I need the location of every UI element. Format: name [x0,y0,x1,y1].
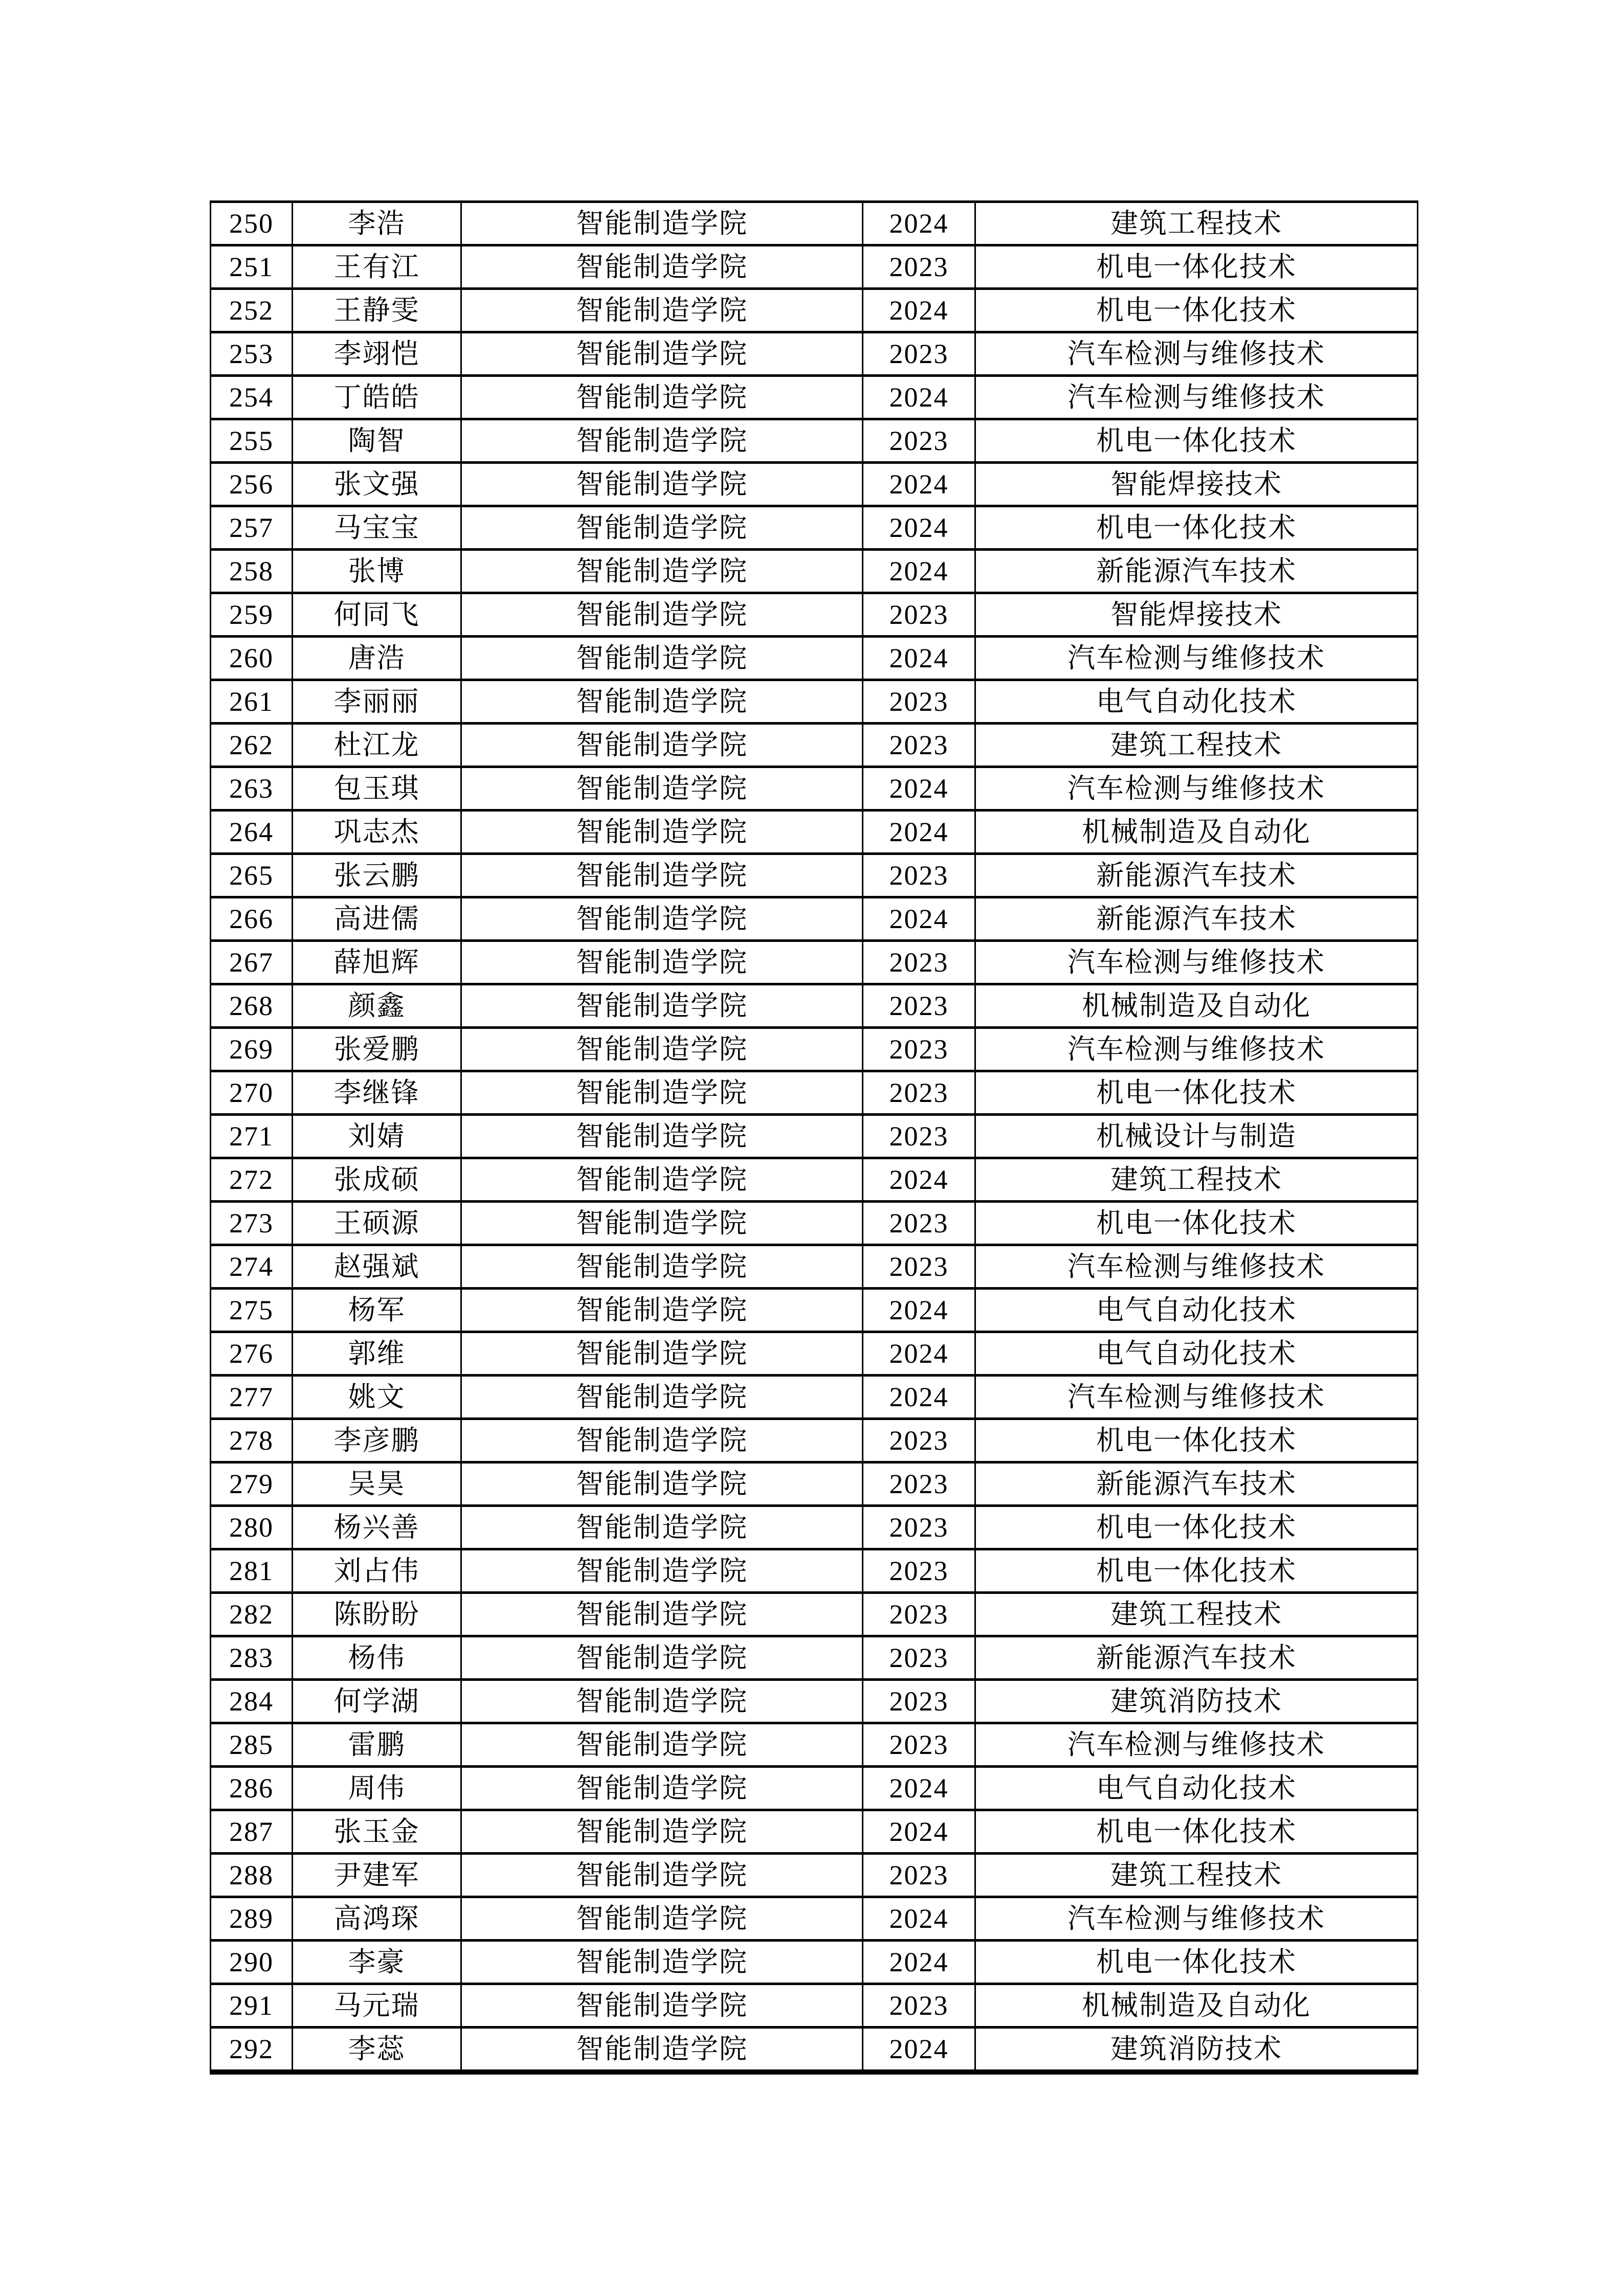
major-cell: 新能源汽车技术 [976,1464,1418,1507]
row-number-cell: 262 [211,725,293,768]
table-row [211,1681,1418,1724]
grade-year-cell: 2024 [863,1333,976,1377]
table-row [211,1811,1418,1855]
table-row [211,1072,1418,1116]
student-name-cell: 包玉琪 [293,768,462,812]
row-number-cell: 274 [211,1246,293,1290]
table-row [211,246,1418,290]
table-row [211,638,1418,681]
grade-year-cell: 2023 [863,681,976,725]
row-number-cell: 279 [211,1464,293,1507]
table-row [211,681,1418,725]
grade-year-cell: 2023 [863,1724,976,1768]
major-cell: 机电一体化技术 [976,1203,1418,1246]
grade-year-cell: 2024 [863,1898,976,1942]
college-cell: 智能制造学院 [462,1116,863,1159]
major-cell: 建筑工程技术 [976,1855,1418,1898]
student-name-cell: 张玉金 [293,1811,462,1855]
college-cell: 智能制造学院 [462,507,863,551]
row-number-cell: 273 [211,1203,293,1246]
student-name-cell: 薛旭辉 [293,942,462,985]
grade-year-cell: 2023 [863,333,976,377]
major-cell: 智能焊接技术 [976,594,1418,638]
grade-year-cell: 2024 [863,290,976,333]
row-number-cell: 275 [211,1290,293,1333]
student-name-cell: 高进儒 [293,898,462,942]
row-number-cell: 269 [211,1029,293,1072]
college-cell: 智能制造学院 [462,1159,863,1203]
student-name-cell: 杨军 [293,1290,462,1333]
grade-year-cell: 2023 [863,1985,976,2029]
college-cell: 智能制造学院 [462,377,863,420]
student-name-cell: 李彦鹏 [293,1420,462,1464]
table-row [211,725,1418,768]
college-cell: 智能制造学院 [462,898,863,942]
major-cell: 新能源汽车技术 [976,551,1418,594]
row-number-cell: 290 [211,1942,293,1985]
major-cell: 建筑工程技术 [976,1594,1418,1637]
grade-year-cell: 2024 [863,812,976,855]
major-cell: 汽车检测与维修技术 [976,1029,1418,1072]
college-cell: 智能制造学院 [462,333,863,377]
college-cell: 智能制造学院 [462,1203,863,1246]
grade-year-cell: 2024 [863,768,976,812]
student-name-cell: 杨伟 [293,1637,462,1681]
major-cell: 汽车检测与维修技术 [976,638,1418,681]
table-row [211,1159,1418,1203]
grade-year-cell: 2023 [863,725,976,768]
table-row [211,1942,1418,1985]
row-number-cell: 254 [211,377,293,420]
grade-year-cell: 2023 [863,1594,976,1637]
table-row [211,942,1418,985]
row-number-cell: 263 [211,768,293,812]
table-row [211,1116,1418,1159]
college-cell: 智能制造学院 [462,638,863,681]
row-number-cell: 287 [211,1811,293,1855]
row-number-cell: 270 [211,1072,293,1116]
student-name-cell: 张博 [293,551,462,594]
college-cell: 智能制造学院 [462,290,863,333]
major-cell: 机电一体化技术 [976,1811,1418,1855]
table-row [211,1203,1418,1246]
student-name-cell: 王硕源 [293,1203,462,1246]
row-number-cell: 281 [211,1550,293,1594]
student-name-cell: 李蕊 [293,2029,462,2075]
row-number-cell: 277 [211,1377,293,1420]
college-cell: 智能制造学院 [462,1768,863,1811]
college-cell: 智能制造学院 [462,203,863,246]
college-cell: 智能制造学院 [462,420,863,464]
grade-year-cell: 2023 [863,1681,976,1724]
grade-year-cell: 2024 [863,898,976,942]
table-row [211,855,1418,898]
college-cell: 智能制造学院 [462,594,863,638]
table-row [211,1246,1418,1290]
major-cell: 智能焊接技术 [976,464,1418,507]
student-name-cell: 李浩 [293,203,462,246]
row-number-cell: 280 [211,1507,293,1550]
grade-year-cell: 2024 [863,2029,976,2075]
student-name-cell: 高鸿琛 [293,1898,462,1942]
row-number-cell: 271 [211,1116,293,1159]
college-cell: 智能制造学院 [462,985,863,1029]
row-number-cell: 286 [211,1768,293,1811]
row-number-cell: 259 [211,594,293,638]
row-number-cell: 261 [211,681,293,725]
row-number-cell: 276 [211,1333,293,1377]
college-cell: 智能制造学院 [462,1420,863,1464]
major-cell: 汽车检测与维修技术 [976,1898,1418,1942]
college-cell: 智能制造学院 [462,1507,863,1550]
table-row [211,333,1418,377]
row-number-cell: 284 [211,1681,293,1724]
major-cell: 汽车检测与维修技术 [976,377,1418,420]
student-name-cell: 丁皓皓 [293,377,462,420]
college-cell: 智能制造学院 [462,1681,863,1724]
college-cell: 智能制造学院 [462,1290,863,1333]
row-number-cell: 255 [211,420,293,464]
table-row [211,1377,1418,1420]
grade-year-cell: 2024 [863,1768,976,1811]
student-name-cell: 王静雯 [293,290,462,333]
table-row [211,507,1418,551]
college-cell: 智能制造学院 [462,1029,863,1072]
student-name-cell: 雷鹏 [293,1724,462,1768]
row-number-cell: 268 [211,985,293,1029]
college-cell: 智能制造学院 [462,1811,863,1855]
table-row [211,1637,1418,1681]
major-cell: 机电一体化技术 [976,1550,1418,1594]
student-name-cell: 颜鑫 [293,985,462,1029]
student-name-cell: 张云鹏 [293,855,462,898]
major-cell: 机电一体化技术 [976,1072,1418,1116]
student-name-cell: 刘占伟 [293,1550,462,1594]
grade-year-cell: 2023 [863,1637,976,1681]
student-name-cell: 何同飞 [293,594,462,638]
grade-year-cell: 2023 [863,942,976,985]
college-cell: 智能制造学院 [462,1637,863,1681]
college-cell: 智能制造学院 [462,812,863,855]
major-cell: 机电一体化技术 [976,290,1418,333]
row-number-cell: 267 [211,942,293,985]
student-name-cell: 巩志杰 [293,812,462,855]
student-name-cell: 赵强斌 [293,1246,462,1290]
student-name-cell: 张文强 [293,464,462,507]
student-name-cell: 唐浩 [293,638,462,681]
table-row [211,464,1418,507]
student-table-body [211,203,1418,2075]
student-name-cell: 李丽丽 [293,681,462,725]
grade-year-cell: 2023 [863,1072,976,1116]
student-name-cell: 张成硕 [293,1159,462,1203]
grade-year-cell: 2024 [863,551,976,594]
table-row [211,1464,1418,1507]
major-cell: 机电一体化技术 [976,507,1418,551]
grade-year-cell: 2023 [863,1246,976,1290]
student-name-cell: 郭维 [293,1333,462,1377]
student-name-cell: 李豪 [293,1942,462,1985]
college-cell: 智能制造学院 [462,681,863,725]
college-cell: 智能制造学院 [462,246,863,290]
grade-year-cell: 2023 [863,1116,976,1159]
table-row [211,551,1418,594]
student-roster-table [210,200,1418,2075]
row-number-cell: 253 [211,333,293,377]
grade-year-cell: 2024 [863,1811,976,1855]
table-row [211,985,1418,1029]
college-cell: 智能制造学院 [462,1072,863,1116]
table-row [211,1855,1418,1898]
major-cell: 机械设计与制造 [976,1116,1418,1159]
table-row [211,768,1418,812]
grade-year-cell: 2023 [863,1507,976,1550]
college-cell: 智能制造学院 [462,1246,863,1290]
major-cell: 新能源汽车技术 [976,898,1418,942]
major-cell: 电气自动化技术 [976,1333,1418,1377]
college-cell: 智能制造学院 [462,1333,863,1377]
student-name-cell: 吴昊 [293,1464,462,1507]
college-cell: 智能制造学院 [462,1898,863,1942]
major-cell: 机电一体化技术 [976,420,1418,464]
grade-year-cell: 2023 [863,1855,976,1898]
row-number-cell: 285 [211,1724,293,1768]
student-name-cell: 马元瑞 [293,1985,462,2029]
row-number-cell: 265 [211,855,293,898]
row-number-cell: 260 [211,638,293,681]
major-cell: 建筑工程技术 [976,1159,1418,1203]
student-name-cell: 李继锋 [293,1072,462,1116]
grade-year-cell: 2024 [863,1942,976,1985]
college-cell: 智能制造学院 [462,1985,863,2029]
row-number-cell: 257 [211,507,293,551]
student-name-cell: 尹建军 [293,1855,462,1898]
major-cell: 电气自动化技术 [976,681,1418,725]
table-row [211,1333,1418,1377]
row-number-cell: 258 [211,551,293,594]
table-row [211,898,1418,942]
grade-year-cell: 2023 [863,1420,976,1464]
college-cell: 智能制造学院 [462,725,863,768]
student-name-cell: 刘婧 [293,1116,462,1159]
grade-year-cell: 2023 [863,594,976,638]
table-row [211,1594,1418,1637]
college-cell: 智能制造学院 [462,942,863,985]
table-row [211,1724,1418,1768]
student-name-cell: 李翊恺 [293,333,462,377]
student-name-cell: 杜江龙 [293,725,462,768]
table-row [211,1029,1418,1072]
grade-year-cell: 2024 [863,1159,976,1203]
major-cell: 建筑工程技术 [976,203,1418,246]
college-cell: 智能制造学院 [462,1594,863,1637]
student-name-cell: 陈盼盼 [293,1594,462,1637]
grade-year-cell: 2023 [863,1464,976,1507]
major-cell: 汽车检测与维修技术 [976,1724,1418,1768]
major-cell: 机械制造及自动化 [976,985,1418,1029]
college-cell: 智能制造学院 [462,768,863,812]
row-number-cell: 288 [211,1855,293,1898]
major-cell: 机电一体化技术 [976,1942,1418,1985]
row-number-cell: 266 [211,898,293,942]
major-cell: 汽车检测与维修技术 [976,1377,1418,1420]
major-cell: 机械制造及自动化 [976,812,1418,855]
row-number-cell: 278 [211,1420,293,1464]
college-cell: 智能制造学院 [462,464,863,507]
major-cell: 机电一体化技术 [976,246,1418,290]
table-row [211,1898,1418,1942]
grade-year-cell: 2024 [863,507,976,551]
row-number-cell: 282 [211,1594,293,1637]
college-cell: 智能制造学院 [462,855,863,898]
college-cell: 智能制造学院 [462,1724,863,1768]
grade-year-cell: 2024 [863,203,976,246]
grade-year-cell: 2024 [863,1377,976,1420]
major-cell: 建筑消防技术 [976,1681,1418,1724]
row-number-cell: 289 [211,1898,293,1942]
major-cell: 电气自动化技术 [976,1290,1418,1333]
table-row [211,1507,1418,1550]
table-row [211,290,1418,333]
student-name-cell: 何学湖 [293,1681,462,1724]
grade-year-cell: 2023 [863,420,976,464]
major-cell: 新能源汽车技术 [976,855,1418,898]
student-name-cell: 王有江 [293,246,462,290]
row-number-cell: 272 [211,1159,293,1203]
major-cell: 汽车检测与维修技术 [976,942,1418,985]
row-number-cell: 291 [211,1985,293,2029]
major-cell: 新能源汽车技术 [976,1637,1418,1681]
college-cell: 智能制造学院 [462,1464,863,1507]
student-name-cell: 周伟 [293,1768,462,1811]
grade-year-cell: 2023 [863,985,976,1029]
table-row [211,420,1418,464]
college-cell: 智能制造学院 [462,1855,863,1898]
major-cell: 机电一体化技术 [976,1507,1418,1550]
student-name-cell: 陶智 [293,420,462,464]
row-number-cell: 264 [211,812,293,855]
major-cell: 汽车检测与维修技术 [976,768,1418,812]
row-number-cell: 251 [211,246,293,290]
row-number-cell: 256 [211,464,293,507]
table-row [211,1768,1418,1811]
table-row [211,203,1418,246]
grade-year-cell: 2023 [863,1029,976,1072]
student-name-cell: 马宝宝 [293,507,462,551]
grade-year-cell: 2024 [863,377,976,420]
college-cell: 智能制造学院 [462,1942,863,1985]
college-cell: 智能制造学院 [462,2029,863,2075]
major-cell: 电气自动化技术 [976,1768,1418,1811]
major-cell: 汽车检测与维修技术 [976,333,1418,377]
row-number-cell: 283 [211,1637,293,1681]
row-number-cell: 250 [211,203,293,246]
major-cell: 机械制造及自动化 [976,1985,1418,2029]
grade-year-cell: 2023 [863,855,976,898]
major-cell: 建筑消防技术 [976,2029,1418,2075]
table-row [211,1550,1418,1594]
college-cell: 智能制造学院 [462,1377,863,1420]
table-row [211,1290,1418,1333]
major-cell: 汽车检测与维修技术 [976,1246,1418,1290]
student-name-cell: 杨兴善 [293,1507,462,1550]
grade-year-cell: 2023 [863,1203,976,1246]
table-row [211,1985,1418,2029]
grade-year-cell: 2024 [863,1290,976,1333]
major-cell: 机电一体化技术 [976,1420,1418,1464]
student-name-cell: 张爱鹏 [293,1029,462,1072]
row-number-cell: 292 [211,2029,293,2075]
table-row [211,812,1418,855]
row-number-cell: 252 [211,290,293,333]
table-row [211,594,1418,638]
major-cell: 建筑工程技术 [976,725,1418,768]
college-cell: 智能制造学院 [462,1550,863,1594]
college-cell: 智能制造学院 [462,551,863,594]
table-row [211,2029,1418,2075]
table-row [211,377,1418,420]
table-row [211,1420,1418,1464]
student-name-cell: 姚文 [293,1377,462,1420]
grade-year-cell: 2023 [863,246,976,290]
grade-year-cell: 2024 [863,464,976,507]
grade-year-cell: 2023 [863,1550,976,1594]
grade-year-cell: 2024 [863,638,976,681]
